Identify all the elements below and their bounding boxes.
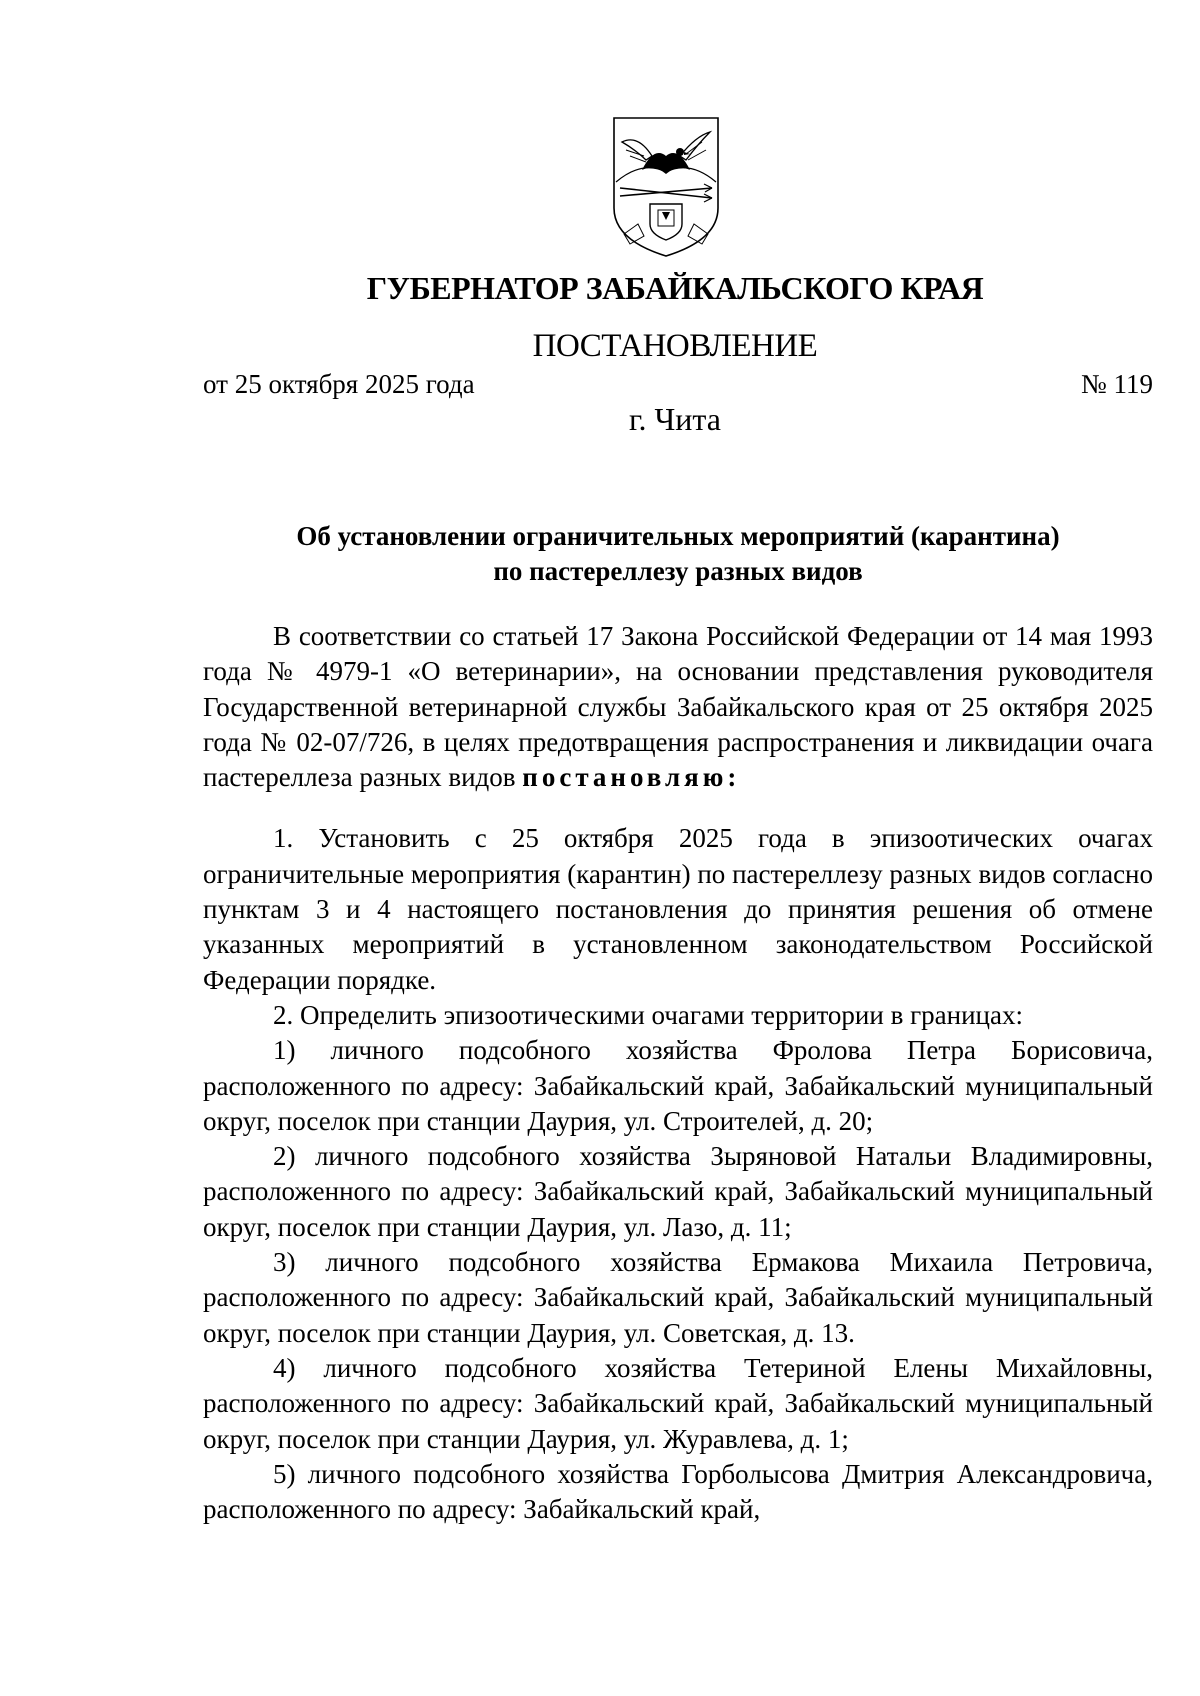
subitem-3-paragraph: 3) личного подсобного хозяйства Ермакова Михаила Петровича, расположенного по адресу: Забайкальский край, Забайкальский муниципальный округ, поселок при станции Даурия, ул. Советская, д. 13. xyxy=(203,1247,1153,1348)
resolve-word: постановляю: xyxy=(522,762,741,793)
item-1-paragraph: 1. Установить с 25 октября 2025 года в эпизоотических очагах ограничительные мероприятия (карантин) по пастереллезу разных видов согласно пунктам 3 и 4 настоящего постановления до принятия решения об отмене указанных мероприятий в установленном законодательством Российской Федерации порядке. xyxy=(203,823,1153,995)
document-date: от 25 октября 2025 года xyxy=(203,369,475,399)
paragraph-gap xyxy=(203,795,1153,821)
subject-line-2: по пастереллезу разных видов xyxy=(493,556,863,586)
issuer-title: ГУБЕРНАТОР ЗАБАЙКАЛЬСКОГО КРАЯ xyxy=(366,270,984,306)
subitem-5-paragraph: 5) личного подсобного хозяйства Горболысова Дмитрия Александровича, расположенного по адресу: Забайкальский край, xyxy=(203,1458,1153,1525)
item-2-paragraph: 2. Определить эпизоотическими очагами территории в границах: xyxy=(273,999,1023,1030)
coat-of-arms-emblem xyxy=(602,112,730,260)
document-type: ПОСТАНОВЛЕНИЕ xyxy=(532,328,818,364)
document-subject xyxy=(203,519,1153,589)
subject-line-1: Об установлении ограничительных мероприятий (карантина) xyxy=(296,521,1060,551)
preamble-paragraph xyxy=(203,619,1153,795)
document-city: г. Чита xyxy=(628,401,721,437)
document-body xyxy=(203,619,1153,1527)
subitem-1-paragraph: 1) личного подсобного хозяйства Фролова Петра Борисовича, расположенного по адресу: Забайкальский край, Забайкальский муниципальный округ, поселок при станции Даурия, ул. Строителей, д. 20; xyxy=(203,1035,1153,1136)
subitem-4-paragraph: 4) личного подсобного хозяйства Тетериной Елены Михайловны, расположенного по адресу: Забайкальский край, Забайкальский муниципальный округ, поселок при станции Даурия, ул. Журавлева, д. 1; xyxy=(203,1352,1153,1454)
subitem-2-paragraph: 2) личного подсобного хозяйства Зыряновой Натальи Владимировны, расположенного по адресу: Забайкальский край, Забайкальский муниципальный округ, поселок при станции Даурия, ул. Лазо, д. 11; xyxy=(203,1141,1153,1242)
preamble-text: В соответствии со статьей 17 Закона Российской Федерации от 14 мая 1993 года № 4979-1 «О ветеринарии», на основании представления руководителя Государственной ветеринарной службы Забайкальского края от 25 октября 2025 года № 02-07/726, в целях предотвращения распространения и ликвидации очага пастереллеза разных видов xyxy=(203,621,1153,793)
document-number: № 119 xyxy=(1080,369,1153,399)
coat-of-arms-icon xyxy=(602,112,730,260)
